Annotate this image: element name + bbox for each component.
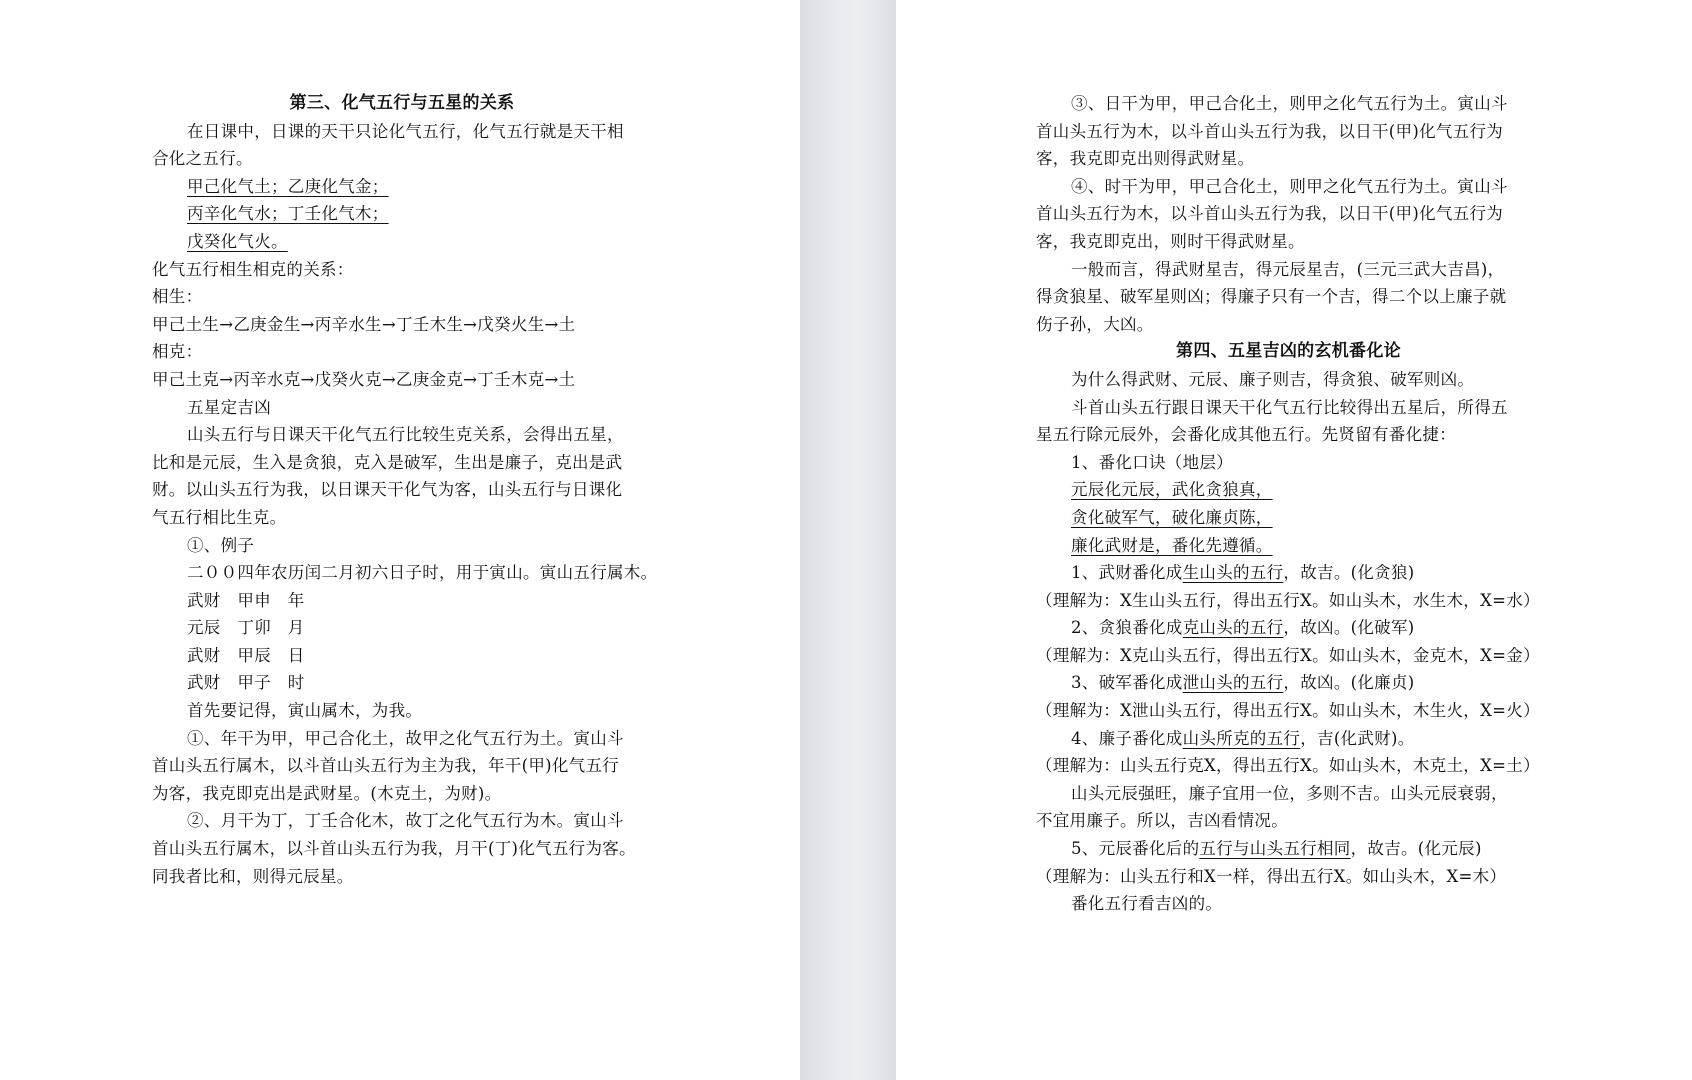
line-text: 武财 甲申 年: [187, 590, 305, 610]
line-text: 合化之五行。: [152, 149, 253, 169]
line-text: 客，我克即克出则得武财星。: [1036, 149, 1255, 169]
line-text: 2、贪狼番化成: [1071, 618, 1183, 638]
line-text: 气五行相比生克。: [152, 507, 287, 527]
text-line: [1036, 90, 1541, 118]
line-text: 贪化破军气，破化廉贞陈，: [1071, 507, 1273, 527]
text-line: [152, 752, 652, 780]
line-text: （理解为：X克山头五行，得出五行X。如山头木，金克木，X=金）: [1036, 645, 1540, 665]
line-text: 五星定吉凶: [187, 397, 271, 417]
text-line: [152, 449, 652, 477]
line-text: （理解为：山头五行和X一样，得出五行X。如山头木，X=木）: [1036, 866, 1507, 886]
text-line: [152, 311, 652, 339]
text-line: [1036, 752, 1541, 780]
text-line: [1036, 421, 1541, 449]
line-text: 丙辛化气水；丁壬化气木；: [187, 204, 389, 224]
text-line: [152, 283, 652, 311]
text-line: [152, 863, 652, 891]
line-text: 为什么得武财、元辰、廉子则吉，得贪狼、破军则凶。: [1071, 369, 1475, 389]
text-line: [1036, 173, 1541, 201]
text-line: [1036, 449, 1541, 477]
text-line: [152, 145, 652, 173]
line-text: 3、破军番化成: [1071, 673, 1183, 693]
left-page-content: [152, 90, 658, 890]
text-line: [1036, 504, 1541, 532]
text-line: [152, 587, 652, 615]
text-line: [152, 780, 652, 808]
right-page-body: [1036, 366, 1541, 918]
text-line: [1036, 614, 1541, 642]
line-text: 斗首山头五行跟日课天干化气五行比较得出五星后，所得五: [1071, 397, 1508, 417]
text-line: [152, 697, 652, 725]
line-text: 同我者比和，则得元辰星。: [152, 866, 354, 886]
text-line: [1036, 669, 1541, 697]
line-text: 首山头五行为木，以斗首山头五行为我，以日干(甲)化气五行为: [1036, 204, 1504, 224]
line-text: 戊癸化气火。: [187, 231, 288, 251]
line-text: 武财 甲辰 日: [187, 645, 305, 665]
line-text: ④、时干为甲，甲己合化土，则甲之化气五行为土。寅山斗: [1071, 176, 1508, 196]
text-line: [1036, 145, 1541, 173]
text-line: [152, 669, 652, 697]
line-text: 山头五行与日课天干化气五行比较生克关系，会得出五星，: [187, 425, 624, 445]
underlined-phrase: 泄山头的五行: [1182, 673, 1284, 693]
text-line: [152, 725, 652, 753]
line-text: 山头元辰强旺，廉子宜用一位，多则不吉。山头元辰衰弱，: [1071, 783, 1508, 803]
line-text: 5、元辰番化后的: [1071, 839, 1200, 859]
text-line: [152, 173, 652, 201]
line-text: ③、日干为甲，甲己合化土，则甲之化气五行为土。寅山斗: [1071, 94, 1508, 113]
line-text: ①、例子: [187, 535, 255, 555]
text-line: [152, 421, 652, 449]
line-text: 番化五行看吉凶的。: [1071, 894, 1223, 914]
text-line: [1036, 228, 1541, 256]
underlined-phrase: 克山头的五行: [1182, 618, 1284, 638]
right-page-content: [1036, 90, 1541, 918]
line-text: 得贪狼星、破军星则凶；得廉子只有一个吉，得二个以上廉子就: [1036, 287, 1507, 307]
line-text: （理解为：X生山头五行，得出五行X。如山头木，水生木，X=水）: [1036, 590, 1540, 610]
line-text: 相克：: [152, 342, 203, 362]
underlined-phrase: 山头所克的五行: [1182, 728, 1301, 748]
text-line: [1036, 118, 1541, 146]
text-line: [1036, 890, 1541, 918]
line-text: 甲己化气土；乙庚化气金；: [187, 176, 389, 196]
line-text-tail: ，故凶。(化廉贞): [1283, 673, 1415, 693]
text-line: [1036, 587, 1541, 615]
line-text: 甲己土克→丙辛水克→戊癸火克→乙庚金克→丁壬木克→土: [152, 369, 576, 389]
line-text: （理解为：X泄山头五行，得出五行X。如山头木，木生火，X=火）: [1036, 701, 1540, 721]
line-text: ①、年干为甲，甲己合化土，故甲之化气五行为土。寅山斗: [187, 728, 624, 748]
line-text: 1、番化口诀（地层）: [1071, 452, 1233, 472]
line-text: 客，我克即克出，则时干得武财星。: [1036, 231, 1305, 251]
text-line: [1036, 476, 1541, 504]
line-text: 首先要记得，寅山属木，为我。: [187, 701, 423, 721]
line-text: 1、武财番化成: [1071, 563, 1183, 583]
text-line: [152, 835, 652, 863]
right-page: [896, 0, 1692, 1080]
line-text-tail: ，吉(化武财)。: [1300, 728, 1415, 748]
text-line: [152, 256, 652, 284]
right-page-intro: [1036, 90, 1541, 338]
text-line: [1036, 366, 1541, 394]
text-line: [1036, 863, 1541, 891]
text-line: [1036, 780, 1541, 808]
text-line: [1036, 256, 1541, 284]
line-text: 化气五行相生相克的关系：: [152, 259, 354, 279]
text-line: [1036, 642, 1541, 670]
text-line: [152, 559, 658, 587]
text-line: [152, 394, 652, 422]
line-text: 武财 甲子 时: [187, 673, 305, 693]
line-text-tail: ，故吉。(化贪狼): [1283, 563, 1415, 583]
line-text: 在日课中，日课的天干只论化气五行，化气五行就是天干相: [187, 121, 624, 141]
text-line: [152, 642, 652, 670]
line-text: 为客，我克即克出是武财星。(木克土，为财)。: [152, 783, 502, 803]
underlined-phrase: 五行与山头五行相同: [1199, 839, 1351, 859]
line-text: 一般而言，得武财星吉，得元辰星吉，(三元三武大吉昌)，: [1071, 259, 1505, 279]
text-line: [152, 532, 652, 560]
underlined-phrase: 生山头的五行: [1182, 563, 1284, 583]
line-text: 元辰化元辰，武化贪狼真，: [1071, 480, 1273, 500]
line-text: 二００四年农历闰二月初六日子时，用于寅山。寅山五行属木。: [187, 563, 658, 583]
line-text: ②、月干为丁，丁壬合化木，故丁之化气五行为木。寅山斗: [187, 811, 624, 831]
line-text: 廉化武财是，番化先遵循。: [1071, 535, 1273, 555]
page-gutter: [800, 0, 896, 1080]
text-line: [1036, 394, 1541, 422]
section-heading-3: 第三、化气五行与五星的关系: [289, 93, 515, 113]
text-line: [1036, 311, 1541, 339]
text-line: [1036, 283, 1541, 311]
text-line: [1036, 200, 1541, 228]
text-line: [1036, 725, 1541, 753]
line-text: （理解为：山头五行克X，得出五行X。如山头木，木克土，X=土）: [1036, 756, 1540, 776]
line-text: 元辰 丁卯 月: [187, 618, 305, 638]
text-line: [152, 366, 652, 394]
text-line: [152, 476, 652, 504]
line-text: 相生：: [152, 287, 203, 307]
line-text: 比和是元辰，生入是贪狼，克入是破军，生出是廉子，克出是武: [152, 452, 623, 472]
line-text: 4、廉子番化成: [1071, 728, 1183, 748]
line-text-tail: ，故吉。(化元辰): [1350, 839, 1482, 859]
line-text: 星五行除元辰外，会番化成其他五行。先贤留有番化捷：: [1036, 425, 1456, 445]
text-line: [152, 338, 652, 366]
line-text: 首山头五行属木，以斗首山头五行为我，月干(丁)化气五行为客。: [152, 839, 636, 859]
line-text-tail: ，故凶。(化破军): [1283, 618, 1415, 638]
text-line: [1036, 697, 1541, 725]
line-text: 首山头五行为木，以斗首山头五行为我，以日干(甲)化气五行为: [1036, 121, 1504, 141]
text-line: [1036, 807, 1541, 835]
section-heading-4: 第四、五星吉凶的玄机番化论: [1176, 341, 1401, 362]
line-text: 甲己土生→乙庚金生→丙辛水生→丁壬木生→戊癸火生→土: [152, 314, 576, 334]
left-page: [0, 0, 800, 1080]
text-line: [152, 614, 652, 642]
line-text: 首山头五行属木，以斗首山头五行为主为我，年干(甲)化气五行: [152, 756, 620, 776]
text-line: [1036, 559, 1541, 587]
text-line: [152, 118, 652, 146]
text-line: [152, 228, 652, 256]
text-line: [1036, 532, 1541, 560]
text-line: [152, 504, 652, 532]
line-text: 伤子孙，大凶。: [1036, 314, 1154, 334]
text-line: [152, 807, 652, 835]
line-text: 不宜用廉子。所以，吉凶看情况。: [1036, 811, 1288, 831]
text-line: [1036, 835, 1541, 863]
text-line: [152, 200, 652, 228]
line-text: 财。以山头五行为我，以日课天干化气为客，山头五行与日课化: [152, 480, 623, 500]
